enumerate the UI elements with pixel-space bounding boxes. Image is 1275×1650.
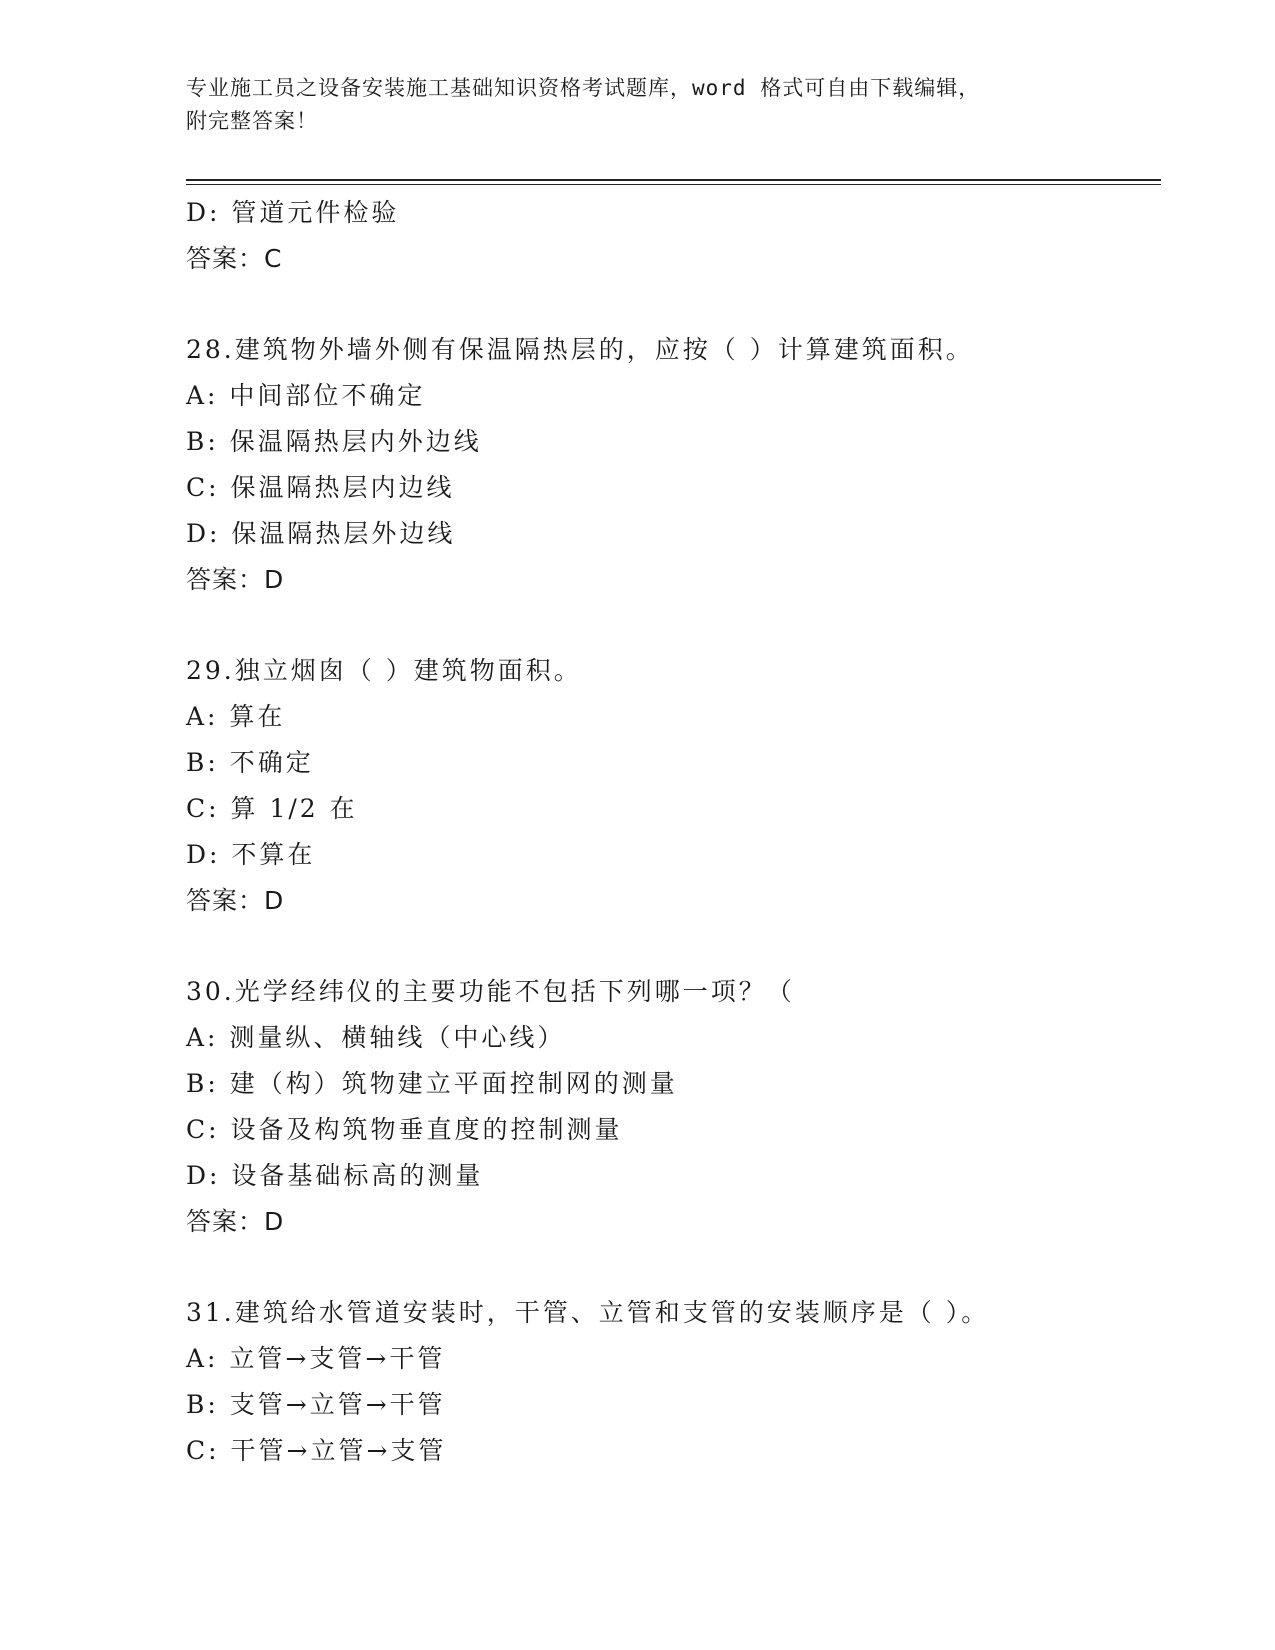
- option-a: A: 立管→支管→干管: [186, 1344, 446, 1373]
- option-b: B: 支管→立管→干管: [186, 1390, 446, 1419]
- answer-line: 答案：D: [186, 886, 285, 915]
- option-b: B: 建（构）筑物建立平面控制网的测量: [186, 1069, 678, 1098]
- option-d: D: 保温隔热层外边线: [186, 519, 456, 548]
- option-d: D: 管道元件检验: [186, 198, 400, 227]
- answer-line: 答案：D: [186, 1207, 285, 1236]
- continued-question: [186, 190, 1161, 282]
- option-b: B: 不确定: [186, 748, 314, 777]
- header-line-2: 附完整答案！: [186, 109, 318, 133]
- option-a: A: 算在: [186, 702, 286, 731]
- header-divider-thick: [186, 179, 1161, 181]
- question-stem: 29.独立烟囱（ ）建筑物面积。: [186, 656, 582, 685]
- option-b: B: 保温隔热层内外边线: [186, 427, 482, 456]
- question-30: [186, 969, 1161, 1245]
- option-c: C: 设备及构筑物垂直度的控制测量: [186, 1115, 623, 1144]
- option-d: D: 不算在: [186, 840, 316, 869]
- option-c: C: 算 1/2 在: [186, 794, 358, 823]
- answer-line: 答案：D: [186, 565, 285, 594]
- option-d: D: 设备基础标高的测量: [186, 1161, 484, 1190]
- option-a: A: 测量纵、横轴线（中心线）: [186, 1023, 566, 1052]
- question-stem: 31.建筑给水管道安装时，干管、立管和支管的安装顺序是（ ）。: [186, 1298, 990, 1327]
- question-29: [186, 648, 1161, 924]
- header-divider-thin: [186, 184, 1161, 185]
- question-list: [186, 190, 1161, 1474]
- answer-line: 答案：C: [186, 244, 283, 273]
- option-c: C: 干管→立管→支管: [186, 1436, 447, 1465]
- question-28: [186, 327, 1161, 603]
- question-31: [186, 1290, 1161, 1474]
- header-line-1: 专业施工员之设备安装施工基础知识资格考试题库，word 格式可自由下载编辑，: [186, 76, 981, 100]
- question-stem: 30.光学经纬仪的主要功能不包括下列哪一项？（: [186, 977, 795, 1006]
- question-stem: 28.建筑物外墙外侧有保温隔热层的，应按（ ）计算建筑面积。: [186, 335, 974, 364]
- option-a: A: 中间部位不确定: [186, 381, 426, 410]
- option-c: C: 保温隔热层内边线: [186, 473, 455, 502]
- document-header: [186, 72, 1086, 138]
